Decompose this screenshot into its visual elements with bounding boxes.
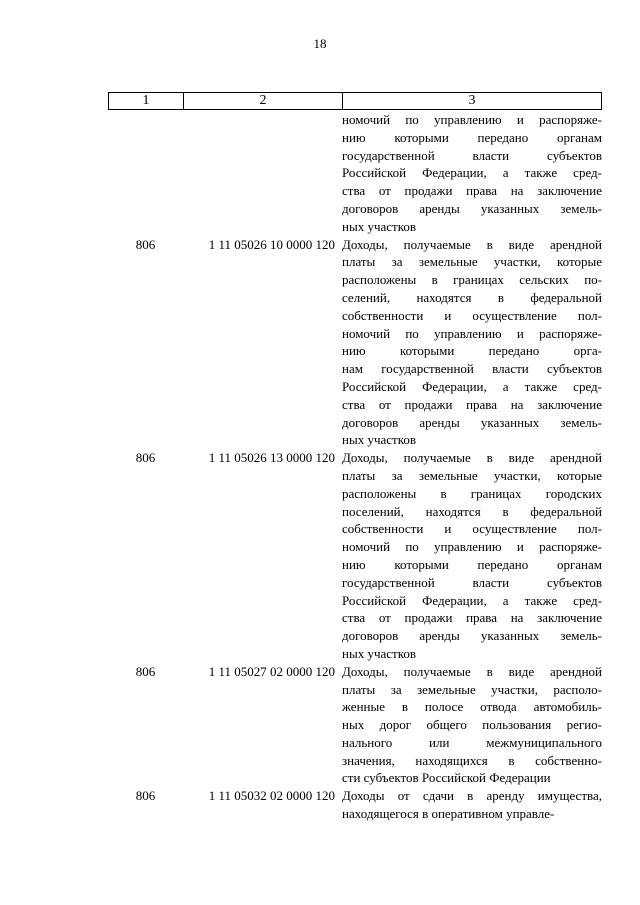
- description-line: платы за земельные участки, располо-: [342, 681, 602, 697]
- budget-classification-code: 1 11 05032 02 0000 120: [208, 788, 335, 804]
- description-line: договоров аренды указанных земель-: [342, 414, 602, 430]
- description-line: Доходы от сдачи в аренду имущества,: [342, 788, 602, 804]
- description-line: платы за земельные участки, которые: [342, 467, 602, 483]
- description-line: Российской Федерации, а также сред-: [342, 378, 602, 394]
- description-line: номочий по управлению и распоряже-: [342, 539, 602, 555]
- description-line: ных участков: [342, 218, 416, 234]
- description-line: нию которыми передано орга-: [342, 343, 602, 359]
- description-line: нам государственной власти субъектов: [342, 361, 602, 377]
- budget-classification-code: 1 11 05026 10 0000 120: [208, 236, 335, 252]
- description-line: ных дорог общего пользования регио-: [342, 717, 602, 733]
- description-line: собственности и осуществление пол-: [342, 521, 602, 537]
- description-line: ства от продажи права на заключение: [342, 396, 602, 412]
- description-line: платы за земельные участки, которые: [342, 254, 602, 270]
- description-line: нального или межмуниципального: [342, 734, 602, 750]
- description-line: номочий по управлению и распоряже-: [342, 112, 602, 127]
- description-line: собственности и осуществление пол-: [342, 307, 602, 323]
- header-col-2: 2: [184, 93, 343, 109]
- admin-code: 806: [135, 788, 156, 804]
- description-line: расположены в границах сельских по-: [342, 272, 602, 288]
- description-line: находящегося в оперативном управле-: [342, 806, 555, 822]
- income-description: [342, 787, 602, 823]
- table-header: [108, 92, 602, 110]
- admin-code: [108, 111, 183, 236]
- table-row: [108, 236, 602, 450]
- table-row: [108, 111, 602, 236]
- page-number: 18: [313, 36, 327, 51]
- table-body: [108, 111, 602, 823]
- budget-classification-code: 1 11 05026 13 0000 120: [208, 450, 335, 466]
- description-line: ства от продажи права на заключение: [342, 183, 602, 199]
- description-line: Российской Федерации, а также сред-: [342, 592, 602, 608]
- table-row: [108, 663, 602, 788]
- description-line: ства от продажи права на заключение: [342, 610, 602, 626]
- description-line: нию которыми передано органам: [342, 129, 602, 145]
- admin-code: 806: [135, 663, 156, 679]
- description-line: женные в полосе отвода автомобиль-: [342, 699, 602, 715]
- income-description: [342, 111, 602, 236]
- header-col-1: 1: [109, 93, 184, 109]
- description-line: Доходы, получаемые в виде арендной: [342, 236, 602, 252]
- admin-code: 806: [135, 450, 156, 466]
- description-line: Российской Федерации, а также сред-: [342, 165, 602, 181]
- table-row: [108, 449, 602, 663]
- description-line: селений, находятся в федеральной: [342, 289, 602, 305]
- description-line: Доходы, получаемые в виде арендной: [342, 450, 602, 466]
- admin-code: 806: [135, 236, 156, 252]
- income-description: [342, 449, 602, 663]
- description-line: сти субъектов Российской Федерации: [342, 770, 551, 786]
- description-line: ных участков: [342, 645, 416, 661]
- description-line: расположены в границах городских: [342, 485, 602, 501]
- description-line: Доходы, получаемые в виде арендной: [342, 663, 602, 679]
- income-description: [342, 236, 602, 450]
- description-line: значения, находящихся в собственно-: [342, 752, 602, 768]
- budget-classification-code: [183, 111, 342, 236]
- table-row: [108, 787, 602, 823]
- income-description: [342, 663, 602, 788]
- description-line: договоров аренды указанных земель-: [342, 628, 602, 644]
- description-line: ных участков: [342, 432, 416, 448]
- description-line: государственной власти субъектов: [342, 147, 602, 163]
- description-line: договоров аренды указанных земель-: [342, 200, 602, 216]
- description-line: номочий по управлению и распоряже-: [342, 325, 602, 341]
- description-line: государственной власти субъектов: [342, 574, 602, 590]
- description-line: нию которыми передано органам: [342, 556, 602, 572]
- header-col-3: 3: [468, 93, 476, 108]
- description-line: поселений, находятся в федеральной: [342, 503, 602, 519]
- budget-classification-code: 1 11 05027 02 0000 120: [208, 663, 335, 679]
